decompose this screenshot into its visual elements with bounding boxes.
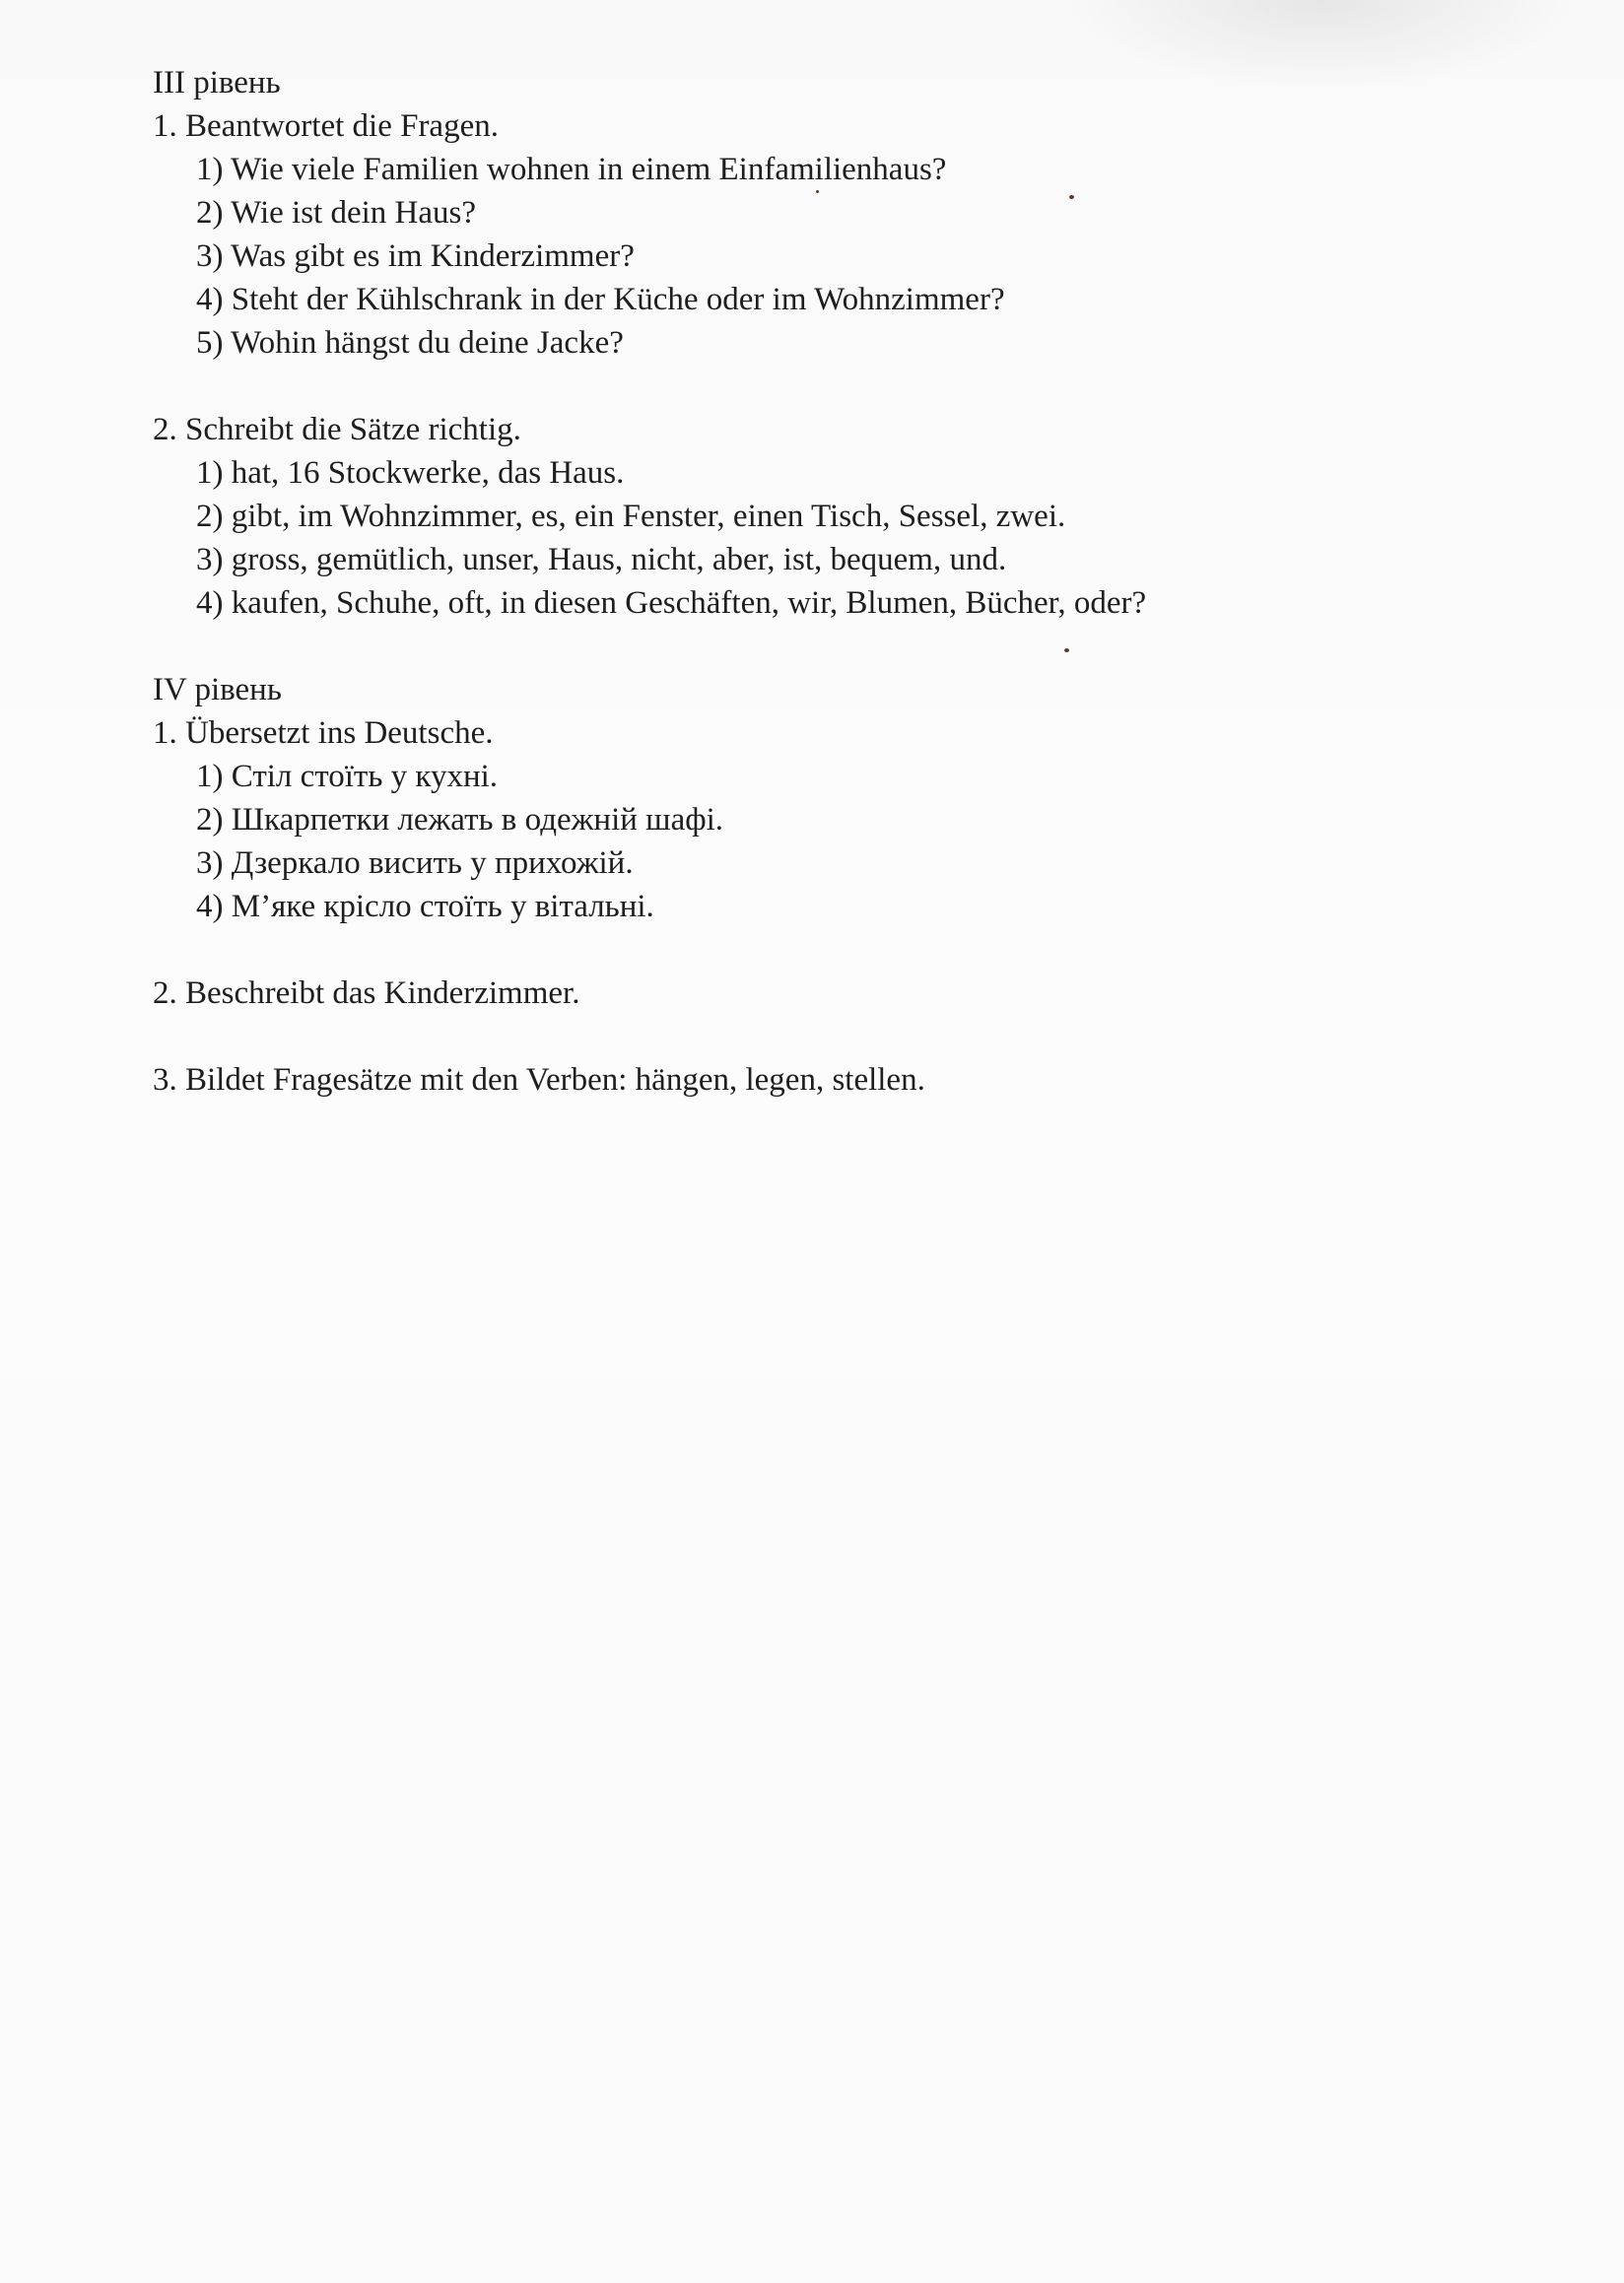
task-item: 3) gross, gemütlich, unser, Haus, nicht, aber, ist, bequem, und. xyxy=(196,542,1007,577)
task-heading: 1. Übersetzt ins Deutsche. xyxy=(153,715,494,751)
task-item: 3) Was gibt es im Kinderzimmer? xyxy=(196,238,635,274)
task-item: 2) Шкарпетки лежать в одежній шафі. xyxy=(196,802,724,838)
section-level-4 xyxy=(153,668,1473,1102)
task-heading: 2. Beschreibt das Kinderzimmer. xyxy=(153,975,580,1011)
task-item: 1) Стіл стоїть у кухні. xyxy=(196,759,499,794)
task-item: 1) Wie viele Familien wohnen in einem Einfamilienhaus? xyxy=(196,152,947,187)
section-title: III рівень xyxy=(153,65,281,101)
worksheet-content xyxy=(153,61,1473,1102)
task-heading: 2. Schreibt die Sätze richtig. xyxy=(153,412,521,447)
task-heading: 3. Bildet Fragesätze mit den Verben: hängen, legen, stellen. xyxy=(153,1062,925,1098)
task-heading: 1. Beantwortet die Fragen. xyxy=(153,108,499,144)
section-title: IV рівень xyxy=(153,672,282,707)
task-item: 5) Wohin hängst du deine Jacke? xyxy=(196,325,624,361)
section-level-3 xyxy=(153,61,1473,625)
task-item: 4) М’яке крісло стоїть у вітальні. xyxy=(196,889,654,924)
task-item: 1) hat, 16 Stockwerke, das Haus. xyxy=(196,455,625,491)
task-item: 2) Wie ist dein Haus? xyxy=(196,195,476,231)
task-item: 3) Дзеркало висить у прихожій. xyxy=(196,845,634,881)
task-item: 4) Steht der Kühlschrank in der Küche oder im Wohnzimmer? xyxy=(196,282,1005,317)
task-item: 4) kaufen, Schuhe, oft, in diesen Geschäften, wir, Blumen, Bücher, oder? xyxy=(196,585,1147,621)
task-item: 2) gibt, im Wohnzimmer, es, ein Fenster, einen Tisch, Sessel, zwei. xyxy=(196,499,1066,534)
